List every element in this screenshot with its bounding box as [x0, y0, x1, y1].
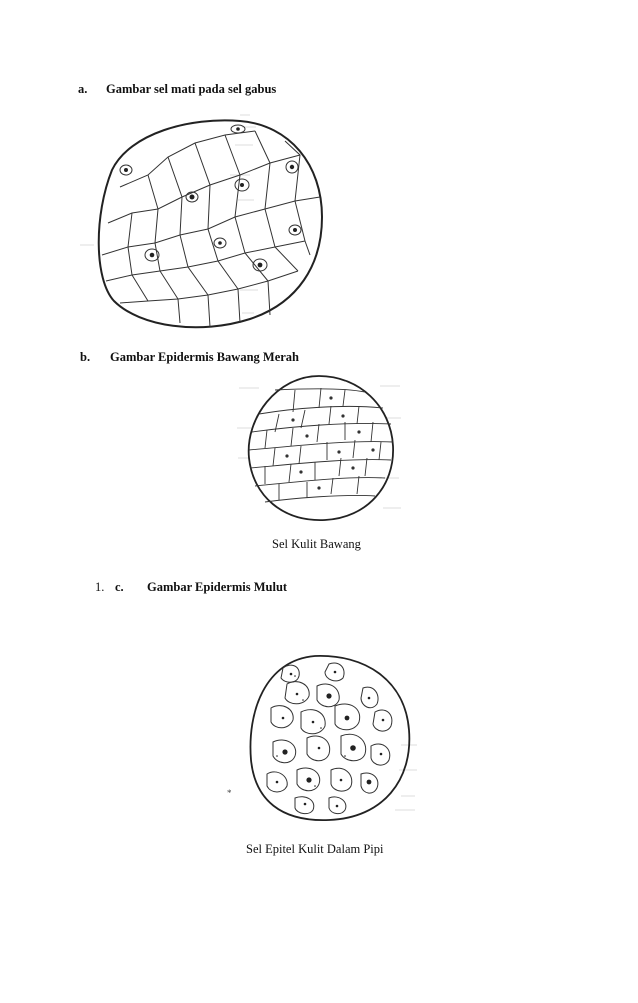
cork-cells-figure: [70, 105, 330, 345]
section-c-heading: [95, 580, 287, 595]
section-b-heading: [80, 350, 299, 365]
onion-epidermis-figure: [235, 368, 405, 528]
section-a-heading: [78, 82, 276, 97]
cheek-epithelium-drawing: [225, 650, 420, 825]
section-b-marker: b.: [80, 350, 91, 364]
onion-epidermis-drawing: [235, 368, 405, 528]
section-c-list-number: 1.: [95, 580, 105, 594]
section-b-caption: Sel Kulit Bawang: [272, 537, 361, 551]
cheek-epithelium-figure: [225, 650, 420, 825]
section-c-marker: c.: [115, 580, 124, 594]
section-a-marker: a.: [78, 82, 88, 96]
section-b-title: Gambar Epidermis Bawang Merah: [110, 350, 300, 364]
cork-cells-drawing: [70, 105, 330, 345]
section-c-title: Gambar Epidermis Mulut: [147, 580, 288, 594]
section-a-title: Gambar sel mati pada sel gabus: [106, 82, 277, 96]
svg-text:*: *: [227, 788, 232, 798]
section-c-caption: Sel Epitel Kulit Dalam Pipi: [246, 842, 384, 856]
